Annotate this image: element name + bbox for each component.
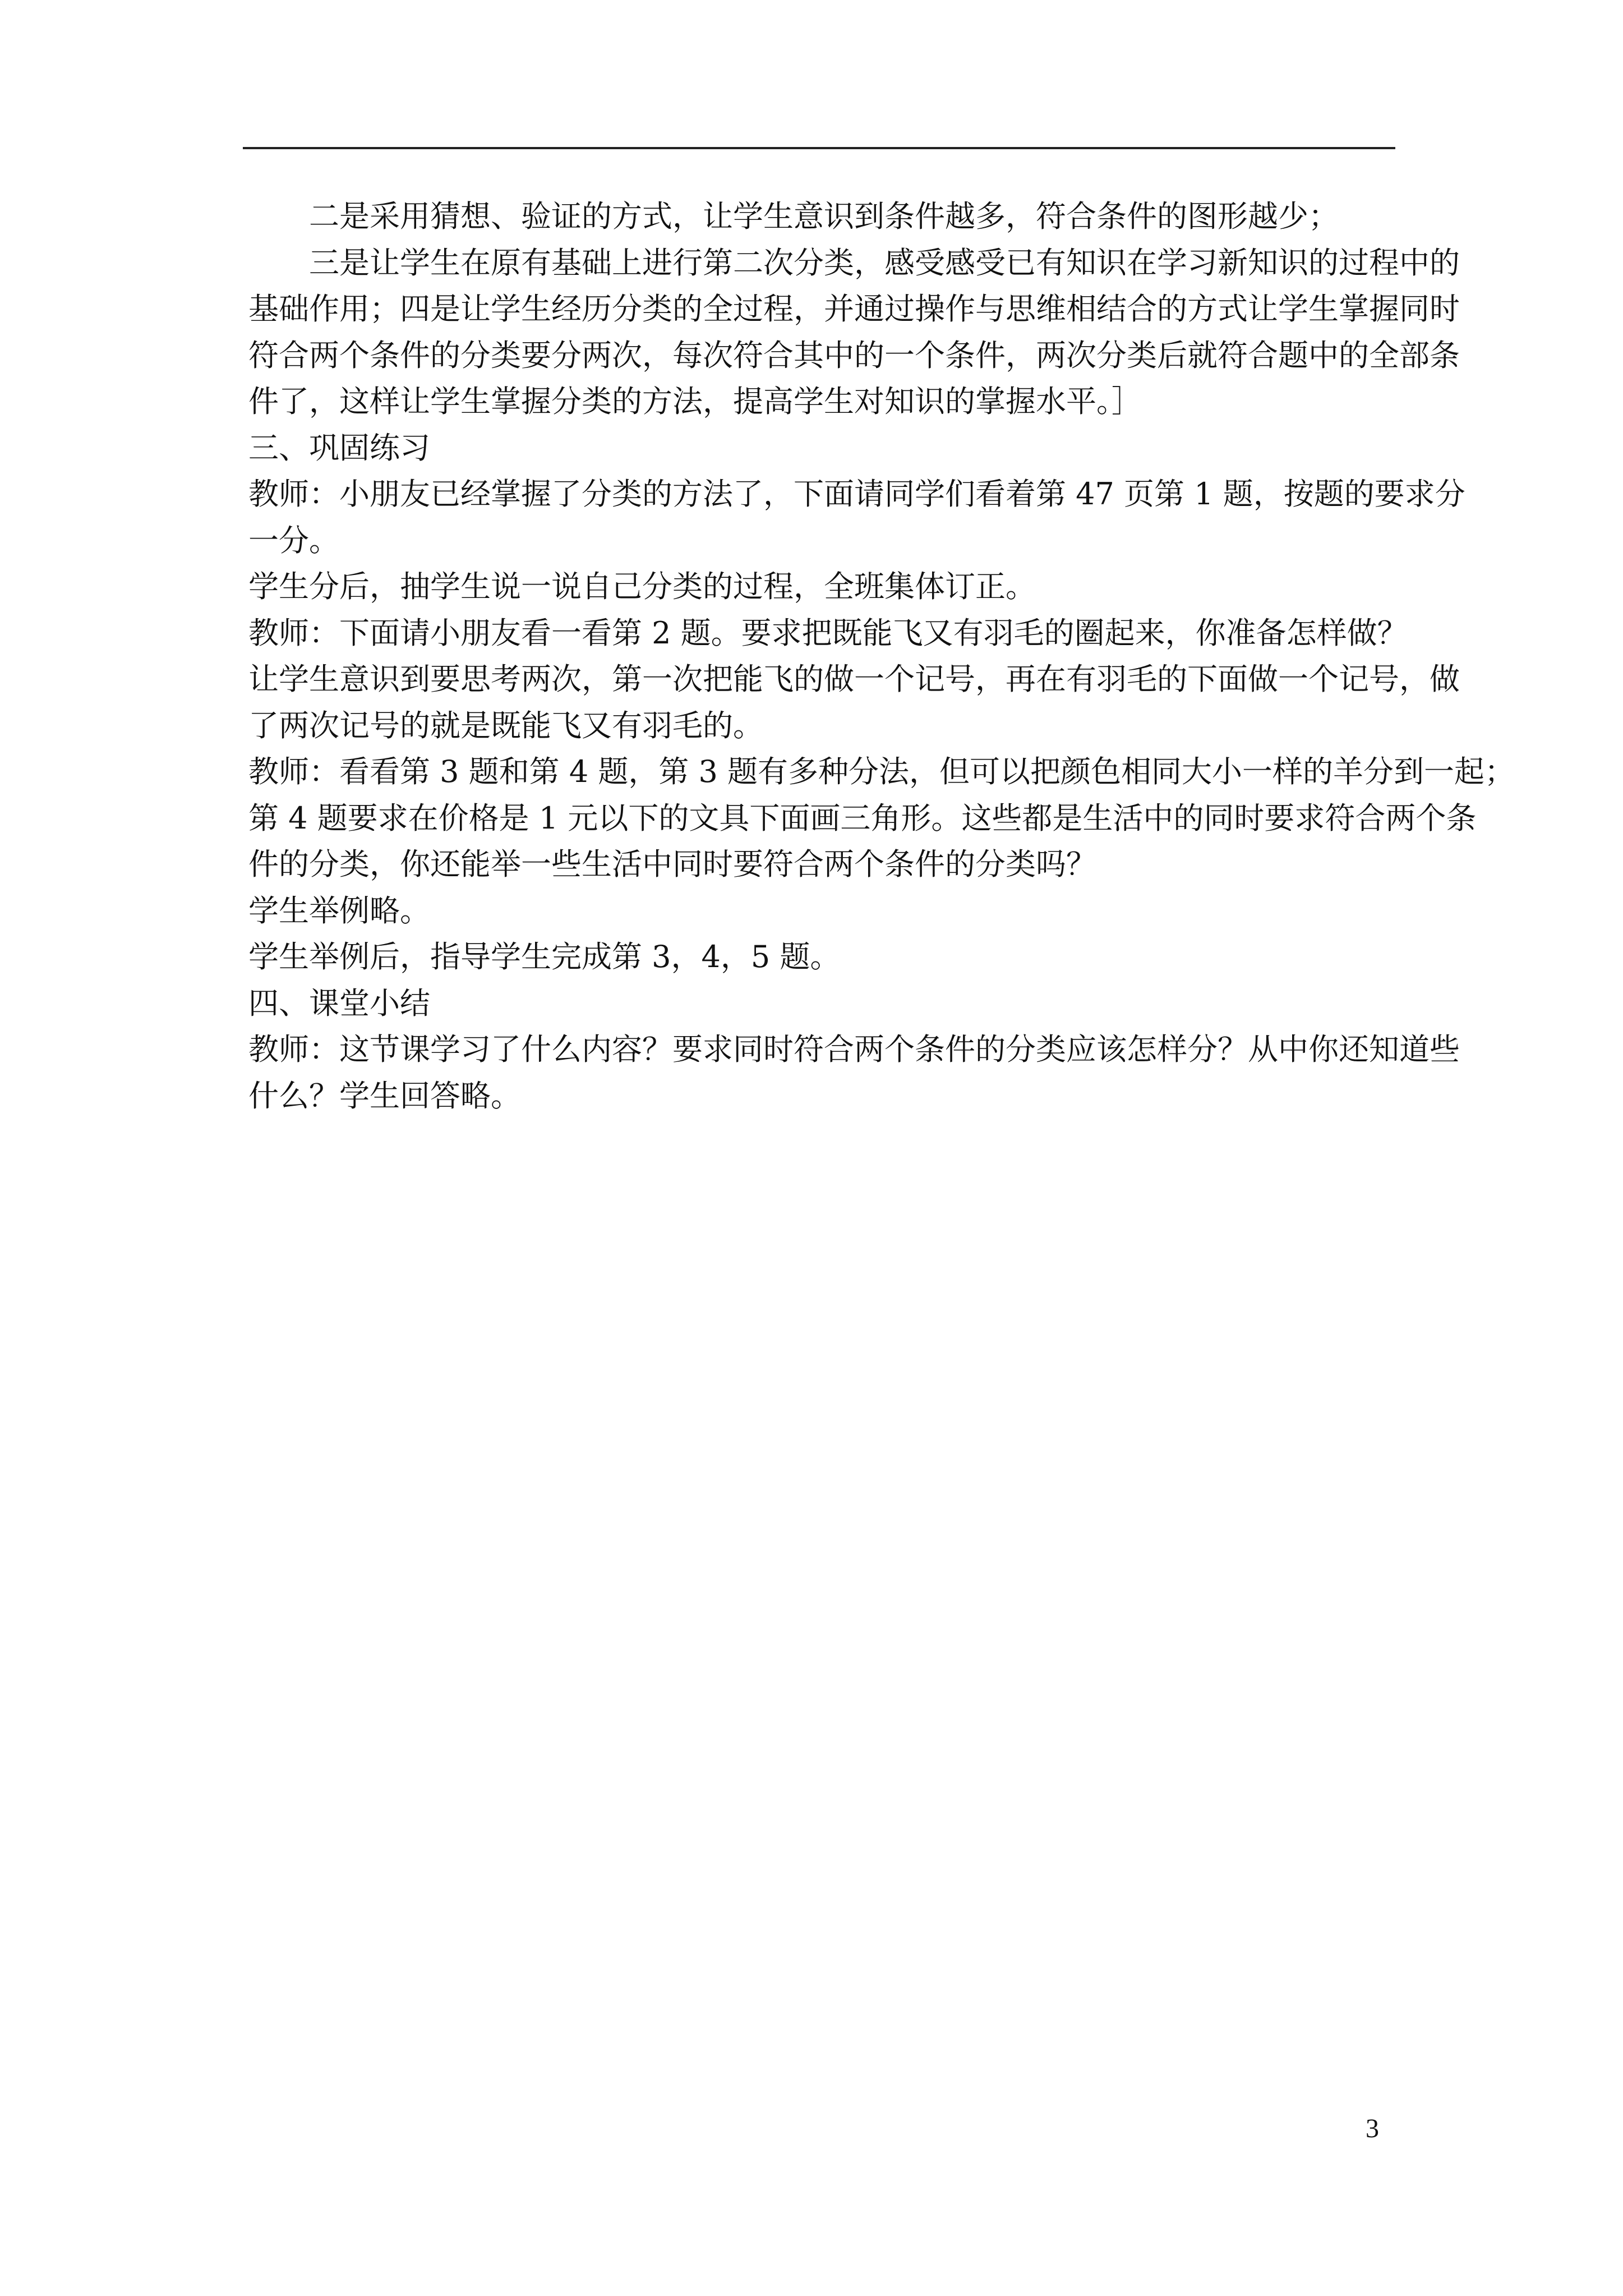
section-heading: 四、课堂小结 xyxy=(248,985,430,1021)
text-line: 二是采用猜想、验证的方式，让学生意识到条件越多，符合条件的图形越少； xyxy=(309,199,1339,234)
text-line: 第 4 题要求在价格是 1 元以下的文具下面画三角形。这些都是生活中的同时要求符合两个条 xyxy=(248,800,1477,836)
page-number: 3 xyxy=(1366,2114,1379,2143)
text-line: 学生举例略。 xyxy=(248,892,430,928)
text-line: 了两次记号的就是既能飞又有羽毛的。 xyxy=(248,707,763,743)
text-line: 学生分后，抽学生说一说自己分类的过程，全班集体订正。 xyxy=(248,569,1036,604)
text-line: 教师：小朋友已经掌握了分类的方法了，下面请同学们看着第 47 页第 1 题，按题的要求分 xyxy=(248,476,1465,512)
text-line: 件了，这样让学生掌握分类的方法，提高学生对知识的掌握水平。］ xyxy=(248,384,1142,419)
header-rule xyxy=(243,147,1395,149)
text-line: 什么？学生回答略。 xyxy=(248,1078,521,1114)
text-line: 让学生意识到要思考两次，第一次把能飞的做一个记号，再在有羽毛的下面做一个记号，做 xyxy=(248,661,1460,697)
section-heading: 三、巩固练习 xyxy=(248,430,430,466)
text-line: 教师：看看第 3 题和第 4 题，第 3 题有多种分法，但可以把颜色相同大小一样的羊分到一起； xyxy=(248,754,1515,789)
text-line: 符合两个条件的分类要分两次，每次符合其中的一个条件，两次分类后就符合题中的全部条 xyxy=(248,337,1460,373)
text-line: 基础作用；四是让学生经历分类的全过程，并通过操作与思维相结合的方式让学生掌握同时 xyxy=(248,291,1460,326)
text-line: 教师：这节课学习了什么内容？要求同时符合两个条件的分类应该怎样分？从中你还知道些 xyxy=(248,1032,1460,1067)
text-line: 教师：下面请小朋友看一看第 2 题。要求把既能飞又有羽毛的圈起来，你准备怎样做？ xyxy=(248,615,1408,651)
text-line: 学生举例后，指导学生完成第 3，4，5 题。 xyxy=(248,939,841,974)
text-line: 件的分类，你还能举一些生活中同时要符合两个条件的分类吗？ xyxy=(248,846,1096,882)
document-body xyxy=(248,194,1515,1119)
text-line: 一分。 xyxy=(248,522,339,558)
text-line: 三是让学生在原有基础上进行第二次分类，感受感受已有知识在学习新知识的过程中的 xyxy=(309,245,1460,280)
